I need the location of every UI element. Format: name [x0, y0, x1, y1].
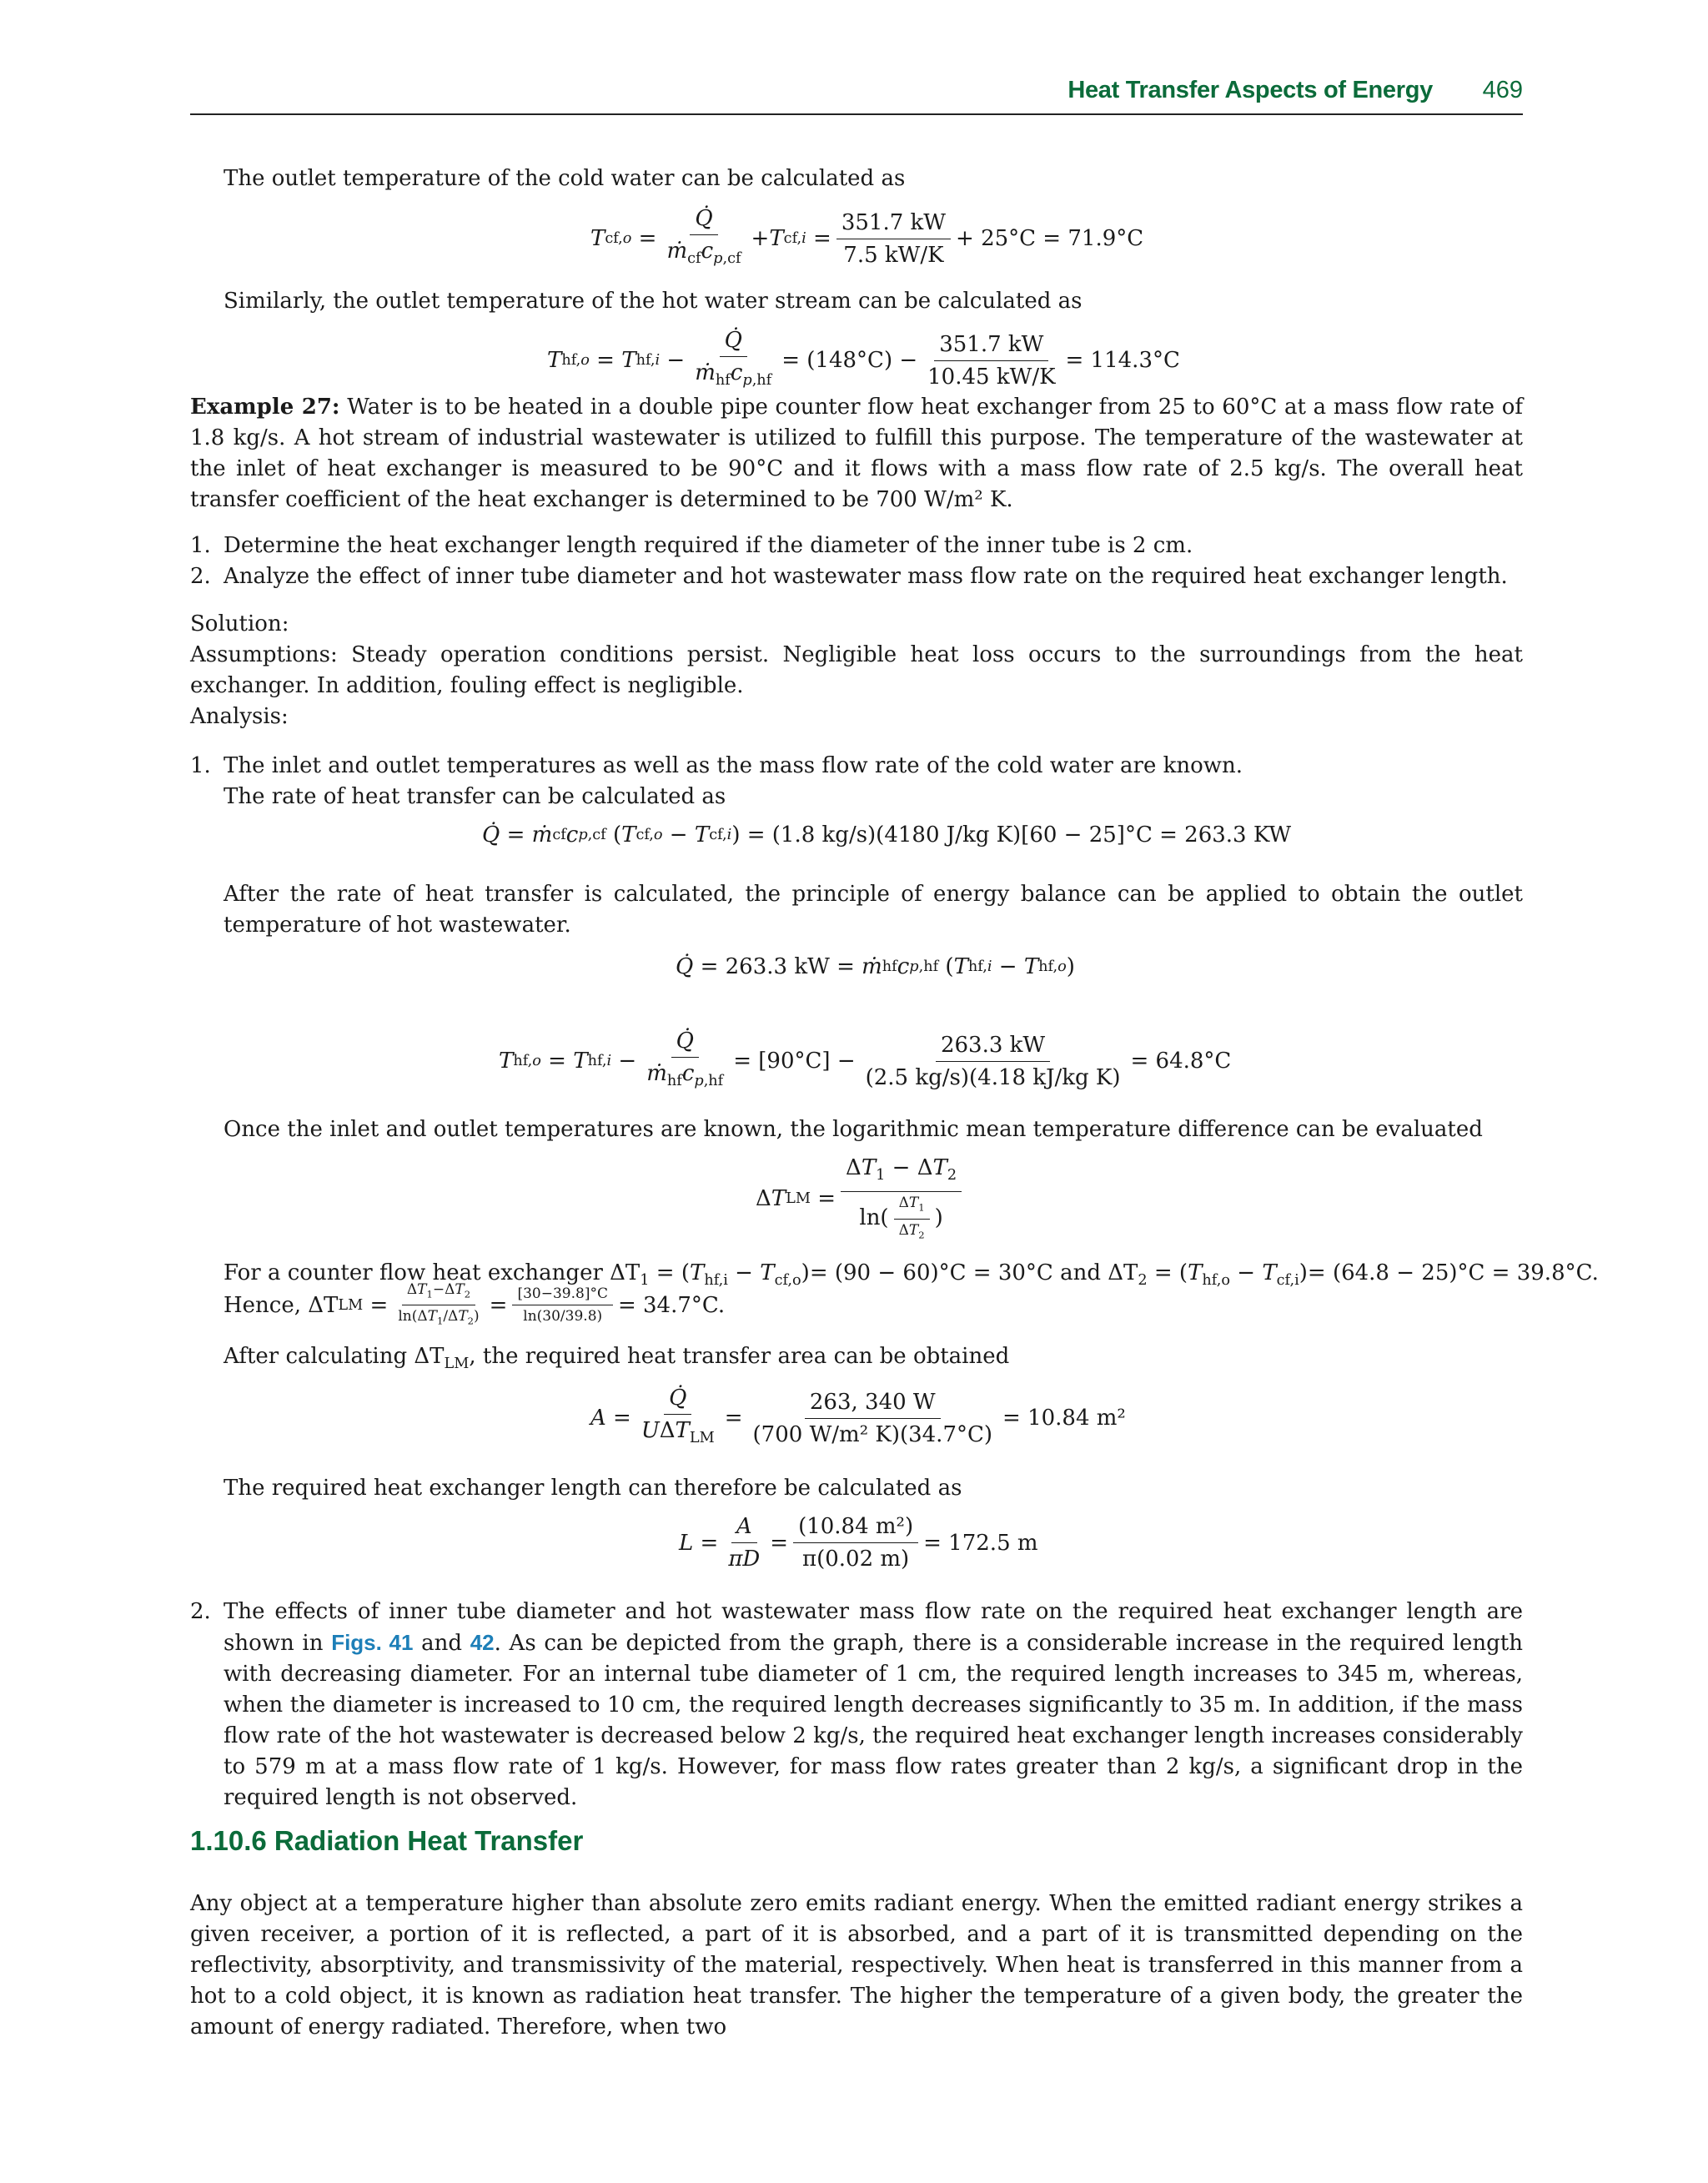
eq2-result: = 114.3°C — [1065, 348, 1180, 374]
example-body: Water is to be heated in a double pipe counter flow heat exchanger from 25 to 60°C at a mass flow rate of 1.8 kg/s. A hot stream of industrial wastewater is utilized to fulfill this purpose. The temperature of the wastewater at the inlet of heat exchanger is measured to be 90°C and it flows with a mass flow rate of 2.5 kg/s. The overall heat transfer coefficient of the heat exchanger is determined to be 700 W/m² K. — [190, 395, 1524, 512]
assumptions-paragraph: Assumptions: Steady operation conditions persist. Negligible heat loss occurs to the surroundings from the heat exchanger. In addition, fouling effect is negligible. — [190, 642, 1523, 698]
running-header-title: Heat Transfer Aspects of Energy — [1068, 77, 1433, 103]
list-number: 2. — [190, 564, 211, 589]
eq1-denominator: 7.5 kW/K — [843, 242, 944, 268]
list-item: Analyze the effect of inner tube diameter and hot wastewater mass flow rate on the required heat exchanger length. — [224, 564, 1508, 589]
eq4-lhs: = 263.3 kW = — [700, 954, 855, 979]
analysis-heading: Analysis: — [190, 704, 289, 729]
example-paragraph — [190, 392, 1523, 516]
list-number: 1. — [190, 533, 211, 558]
equation-area: A = $\frac{Q̇}{U\Delta T_{LM}}$ = $\frac{263, 340 W}{\text{(700 W/m² K)(34.7°C)}}$ = 10.84 m² — [590, 1386, 1126, 1447]
equation-lmtd: Δ T LM = $\Delta T_1 - \Delta T_2$ ln( $\frac{\Delta T_1}{\Delta T_2}$ ) — [756, 1154, 967, 1243]
eq1-result: + 25°C = 71.9°C — [956, 226, 1144, 252]
hence-line: Hence, ΔT LM = $\frac{\Delta T_1-\Delta T_2}{\ln(\Delta T_1/\Delta T_2)}$ = $\frac{[30-39.8]^\circ C}{\ln(30/39.8)}$ = 34.7°C. — [224, 1281, 726, 1327]
counterflow-values-1: = (90 − 60)°C = 30°C and ΔT — [809, 1260, 1138, 1285]
equation-hot-outlet: T hf,o = T hf,i − $\frac{Q̇}{ṁ_{hf}c_{p,hf}}$ = (148°C) − $\frac{351.7 kW}{10.45 kW/K}$ = 114.3°C — [547, 328, 1180, 390]
equation-length: L = $\frac{A}{\pi D}$ = $\frac{\text{(10.84 m²)}}{\pi(0.02 m)}$ = 172.5 m — [679, 1514, 1038, 1572]
area-denominator: (700 W/m² K)(34.7°C) — [752, 1421, 993, 1447]
after-lmtd-text: After calculating ΔT — [224, 1344, 445, 1369]
counterflow-line: For a counter flow heat exchanger $\Delta T_1 = (T_{hf,i} - T_{cf,o})= (90 - 60)^\circ C = 30^\circ C$ and $\Delta T_2 = (T_{hf,o} - T_{cf,i})= (64.8 - 25)^\circ C = 39.8^\circ C$. — [224, 1260, 1599, 1290]
equation-hot-outlet-2: T hf,o = T hf,i − $\frac{Q̇}{ṁ_{hf}c_{p,hf}}$ = [90°C] − $\frac{263.3 kW}{\text{(2.5 kg/s)(4.18 kJ/kg K)}}$ = 64.8°C — [499, 1029, 1232, 1090]
counterflow-text: For a counter flow heat exchanger ΔT — [224, 1260, 640, 1285]
and-text: and — [421, 1631, 462, 1656]
length-result: = 172.5 m — [923, 1530, 1038, 1556]
hence-result: = 34.7°C. — [617, 1292, 726, 1318]
eq3-result: = (1.8 kg/s)(4180 J/kg K)[60 − 25]°C = 263.3 KW — [746, 822, 1292, 848]
equation-cold-outlet: T cf,o = $\frac{Q̇}{ṁ_{cf}c_{p,cf}}$ + T cf,i = $\frac{351.7 kW}{7.5 kW/K}$ + 25°C = 71.9°C — [590, 206, 1144, 268]
hence-numerator: [30−39.8]°C — [512, 1285, 613, 1305]
eq2-denominator: 10.45 kW/K — [927, 364, 1056, 390]
after-lmtd-tail: , the required heat transfer area can be obtained — [469, 1344, 1010, 1369]
after-lmtd-line: After calculating $\Delta T_{LM}$, the required heat transfer area can be obtained — [224, 1344, 1010, 1373]
eq2-middle: = (148°C) − — [781, 348, 918, 374]
area-result: = 10.84 m² — [1002, 1406, 1126, 1431]
eq5-middle: = [90°C] − — [733, 1049, 856, 1074]
counterflow-values-2: = (64.8 − 25)°C = 39.8°C. — [1307, 1260, 1599, 1285]
solution-heading: Solution: — [190, 611, 289, 636]
list-item: The inlet and outlet temperatures as well as the mass flow rate of the cold water are known. — [224, 753, 1243, 778]
length-numerator: (10.84 m²) — [793, 1513, 918, 1543]
eq2-numerator: 351.7 kW — [934, 331, 1048, 361]
running-header — [190, 77, 1523, 115]
length-denominator: π(0.02 m) — [802, 1547, 910, 1572]
list-number: 2. — [190, 1599, 211, 1624]
list-number: 1. — [190, 753, 211, 778]
section-title: 1.10.6 Radiation Heat Transfer — [190, 1825, 584, 1856]
list-item — [224, 1597, 1523, 1813]
area-numerator: 263, 340 W — [805, 1389, 941, 1419]
example-label: Example 27: — [190, 395, 340, 420]
eq1-numerator: 351.7 kW — [836, 209, 951, 239]
a2-text-tail: . As can be depicted from the graph, there is a considerable increase in the required length with decreasing diameter. For an internal tube diameter of 1 cm, the required length increases to 345 m, whereas, when the diameter is increased to 10 cm, the required length decreases significantly to 35 m. In addition, if the mass flow rate of the hot wastewater is decreased below 2 kg/s, the required heat exchanger length increases considerably to 579 m at a mass flow rate of 1 kg/s. However, for mass flow rates greater than 2 kg/s, a significant drop in the required length is not observed. — [224, 1631, 1524, 1810]
paragraph: Similarly, the outlet temperature of the hot water stream can be calculated as — [224, 289, 1083, 314]
eq5-result: = 64.8°C — [1130, 1049, 1232, 1074]
equation-heat-rate: Q̇ = ṁ cf c p,cf ( T cf,o − T cf,i ) = (1.8 kg/s)(4180 J/kg K)[60 − 25]°C = 263.3 KW — [482, 822, 1292, 848]
fig41-link[interactable]: Figs. 41 — [331, 1630, 414, 1655]
eq5-denominator: (2.5 kg/s)(4.18 kJ/kg K) — [865, 1064, 1121, 1090]
paragraph: After the rate of heat transfer is calculated, the principle of energy balance can be applied to obtain the outlet temperature of hot wastewater. — [224, 882, 1523, 938]
paragraph: The outlet temperature of the cold water can be calculated as — [224, 166, 906, 191]
paragraph: The rate of heat transfer can be calculated as — [224, 784, 726, 809]
hence-text: Hence, ΔT — [224, 1292, 339, 1318]
fig42-link[interactable]: 42 — [470, 1630, 495, 1655]
equation-energy-balance: Q̇ = 263.3 kW = ṁ hf c p,hf ( T hf,i − T hf,o ) — [676, 954, 1075, 979]
page-number: 469 — [1482, 77, 1523, 103]
paragraph: Once the inlet and outlet temperatures are known, the logarithmic mean temperature difference can be evaluated — [224, 1117, 1483, 1142]
a2-text: The effects of inner tube diameter and hot wastewater mass flow rate on the required heat exchanger length are shown in — [224, 1599, 1523, 1656]
radiation-paragraph: Any object at a temperature higher than absolute zero emits radiant energy. When the emitted radiant energy strikes a given receiver, a portion of it is reflected, a part of it is absorbed, and a part of it is transmitted depending on the reflectivity, absorptivity, and transmissivity of the material, respectively. When heat is transferred in this manner from a hot to a cold object, it is known as radiation heat transfer. The higher the temperature of a given body, the greater the amount of energy radiated. Therefore, when two — [190, 1891, 1523, 2040]
list-item: Determine the heat exchanger length required if the diameter of the inner tube is 2 cm. — [224, 533, 1193, 558]
paragraph: The required heat exchanger length can therefore be calculated as — [224, 1476, 962, 1501]
eq5-numerator: 263.3 kW — [936, 1032, 1050, 1062]
